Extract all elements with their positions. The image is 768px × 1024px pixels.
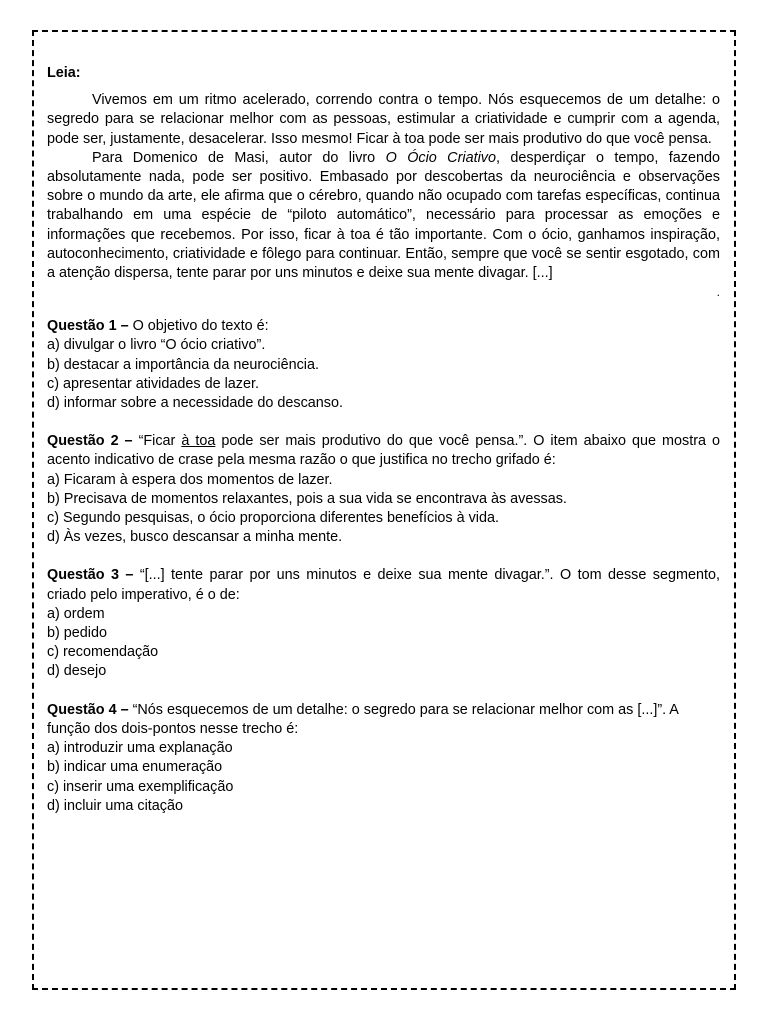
question-3 — [47, 566, 720, 681]
question-3-label: Questão 3 – — [47, 567, 134, 584]
reading-heading: Leia: — [47, 65, 81, 81]
question-1-option-a: a) divulgar o livro “O ócio criativo”. — [47, 337, 266, 354]
question-4-option-d: d) incluir uma citação — [47, 797, 183, 814]
question-1-option-b: b) destacar a importância da neurociência. — [47, 356, 319, 373]
question-2 — [47, 432, 720, 547]
question-4 — [47, 701, 720, 816]
question-4-option-b: b) indicar uma enumeração — [47, 759, 223, 776]
question-2-stem — [47, 432, 720, 470]
question-4-option-a: a) introduzir uma explanação — [47, 740, 233, 757]
question-2-option-d: d) Às vezes, busco descansar a minha mente. — [47, 529, 343, 546]
question-1 — [47, 317, 720, 413]
question-4-stem — [47, 701, 720, 739]
question-2-underlined-text: à toa — [181, 433, 216, 450]
spacer — [47, 302, 720, 317]
question-1-text: O objetivo do texto é: — [128, 318, 269, 335]
question-2-option-a: a) Ficaram à espera dos momentos de lazer. — [47, 471, 333, 488]
question-3-text: “[...] tente parar por uns minutos e deixe sua mente divagar.”. O tom desse segmento, criado pelo imperativo, é o de: — [47, 567, 720, 603]
question-1-label: Questão 1 – — [47, 318, 129, 335]
reading-paragraph-2 — [47, 149, 720, 283]
question-1-stem — [47, 317, 720, 336]
question-2-option-b: b) Precisava de momentos relaxantes, pois a sua vida se encontrava às avessas. — [47, 490, 567, 507]
question-1-option-d: d) informar sobre a necessidade do descanso. — [47, 395, 343, 412]
book-title: O Ócio Criativo — [385, 149, 496, 166]
question-3-option-d: d) desejo — [47, 663, 107, 680]
question-3-stem — [47, 566, 720, 604]
question-1-option-c: c) apresentar atividades de lazer. — [47, 375, 259, 392]
question-3-option-a: a) ordem — [47, 605, 105, 622]
end-mark: . — [716, 285, 720, 300]
question-4-label: Questão 4 – — [47, 701, 129, 718]
paragraph-2-text-start: Para Domenico de Masi, autor do livro — [92, 149, 386, 166]
question-2-label: Questão 2 – — [47, 433, 133, 450]
question-3-option-c: c) recomendação — [47, 644, 159, 661]
paragraph-2-text-end: , desperdiçar o tempo, fazendo absolutamente nada, pode ser positivo. Embasado por descobertas da neurociência e observações sobre o mundo da arte, ele afirma que o cérebro, quando não ocupado com tarefas específicas, continua trabalhando em uma espécie de “piloto automático”, necessário para processar as emoções e informações que recebemos. Por isso, ficar à toa é tão importante. Com o ócio, ganhamos inspiração, autoconhecimento, criatividade e fôlego para continuar. Então, sempre que você se sentir esgotado, com a atenção dispersa, tente parar por uns minutos e deixe sua mente divagar. [...] — [47, 149, 720, 282]
question-2-option-c: c) Segundo pesquisas, o ócio proporciona diferentes benefícios à vida. — [47, 510, 499, 527]
worksheet-content — [47, 64, 720, 816]
question-2-text-start: “Ficar — [132, 433, 182, 450]
question-4-option-c: c) inserir uma exemplificação — [47, 778, 234, 795]
question-3-option-b: b) pedido — [47, 625, 108, 642]
reading-paragraph-1: Vivemos em um ritmo acelerado, correndo contra o tempo. Nós esquecemos de um detalhe: o segredo para se relacionar melhor com as pessoas, estimular a criatividade e cumprir com a agenda, pode ser, justamente, desacelerar. Isso mesmo! Ficar à toa pode ser mais produtivo do que você pensa. — [47, 92, 720, 147]
question-4-text: “Nós esquecemos de um detalhe: o segredo para se relacionar melhor com as [...]”. A função dos dois-pontos nesse trecho é: — [47, 701, 679, 737]
question-2-text-end: pode ser mais produtivo do que você pensa.”. O item abaixo que mostra o acento indicativo de crase pela mesma razão o que justifica no trecho grifado é: — [47, 433, 720, 469]
